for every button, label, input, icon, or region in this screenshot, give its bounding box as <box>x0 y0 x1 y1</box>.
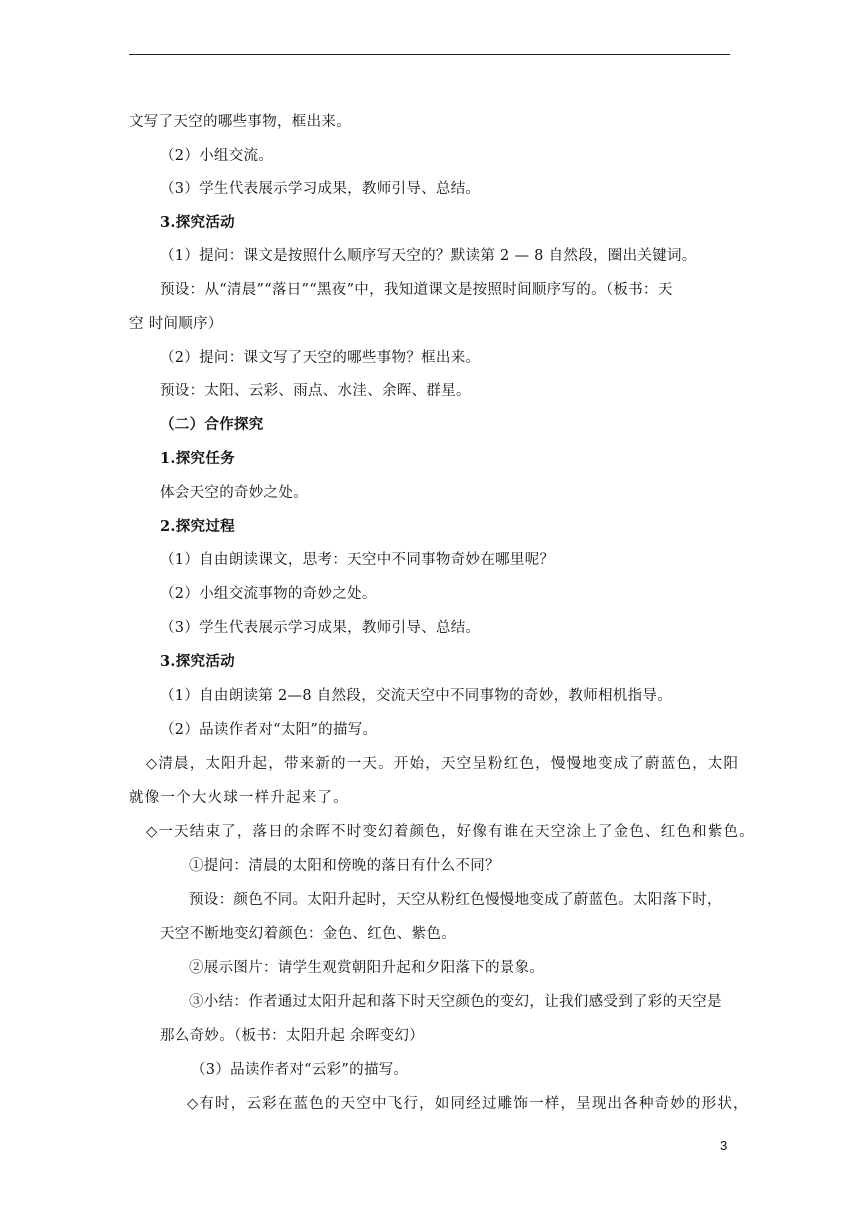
text-line: ③小结：作者通过太阳升起和落下时天空颜色的变幻，让我们感受到了彩的天空是 <box>189 994 722 1010</box>
text-line: 天空不断地变幻着颜色：金色、红色、紫色。 <box>160 926 456 942</box>
text-line: 文写了天空的哪些事物，框出来。 <box>129 114 351 130</box>
quote-line: ◇一天结束了，落日的余晖不时变幻着颜色，好像有谁在天空涂上了金色、红色和紫色。 <box>146 824 755 840</box>
text-line: 预设：颜色不同。太阳升起时，天空从粉红色慢慢地变成了蔚蓝色。太阳落下时， <box>189 892 722 908</box>
section-heading: （二）合作探究 <box>160 416 264 433</box>
text-line: 预设：从“清晨”“落日”“黑夜”中，我知道课文是按照时间顺序写的。（板书：天 <box>160 282 673 298</box>
text-line: 那么奇妙。（板书：太阳升起 余晖变幻） <box>160 1028 425 1044</box>
text-line: 预设：太阳、云彩、雨点、水洼、余晖、群星。 <box>160 383 471 399</box>
header-rule <box>129 54 730 55</box>
text-line: 体会天空的奇妙之处。 <box>160 485 308 501</box>
section-heading: 1.探究任务 <box>160 450 235 467</box>
page-number: 3 <box>720 1138 728 1153</box>
section-heading: 3.探究活动 <box>160 653 235 670</box>
quote-line: ◇有时，云彩在蓝色的天空中飞行，如同经过雕饰一样，呈现出各种奇妙的形状， <box>187 1096 749 1112</box>
text-line: （1）自由朗读第 2—8 自然段，交流天空中不同事物的奇妙，教师相机指导。 <box>160 688 672 704</box>
text-line: （3）学生代表展示学习成果，教师引导、总结。 <box>160 620 481 636</box>
text-line: （2）小组交流事物的奇妙之处。 <box>160 586 377 602</box>
text-line: ②展示图片：请学生观赏朝阳升起和夕阳落下的景象。 <box>189 960 545 976</box>
text-line: （1）提问：课文是按照什么顺序写天空的？默读第 2 — 8 自然段，圈出关键词。 <box>160 248 697 264</box>
text-line: （3）学生代表展示学习成果，教师引导、总结。 <box>160 181 481 197</box>
section-heading: 3.探究活动 <box>160 214 235 231</box>
quote-line: 就像一个大火球一样升起来了。 <box>129 790 349 806</box>
text-line: （1）自由朗读课文，思考：天空中不同事物奇妙在哪里呢？ <box>160 552 555 568</box>
text-line: ①提问：清晨的太阳和傍晚的落日有什么不同？ <box>189 858 500 874</box>
text-line: 空 时间顺序） <box>129 316 223 332</box>
text-line: （3）品读作者对“云彩”的描写。 <box>191 1062 409 1078</box>
section-heading: 2.探究过程 <box>160 518 235 535</box>
text-line: （2）品读作者对“太阳”的描写。 <box>160 722 378 738</box>
text-line: （2）小组交流。 <box>160 148 274 164</box>
text-line: （2）提问：课文写了天空的哪些事物？框出来。 <box>160 350 481 366</box>
quote-line: ◇清晨，太阳升起，带来新的一天。开始，天空呈粉红色，慢慢地变成了蔚蓝色，太阳 <box>146 756 740 772</box>
